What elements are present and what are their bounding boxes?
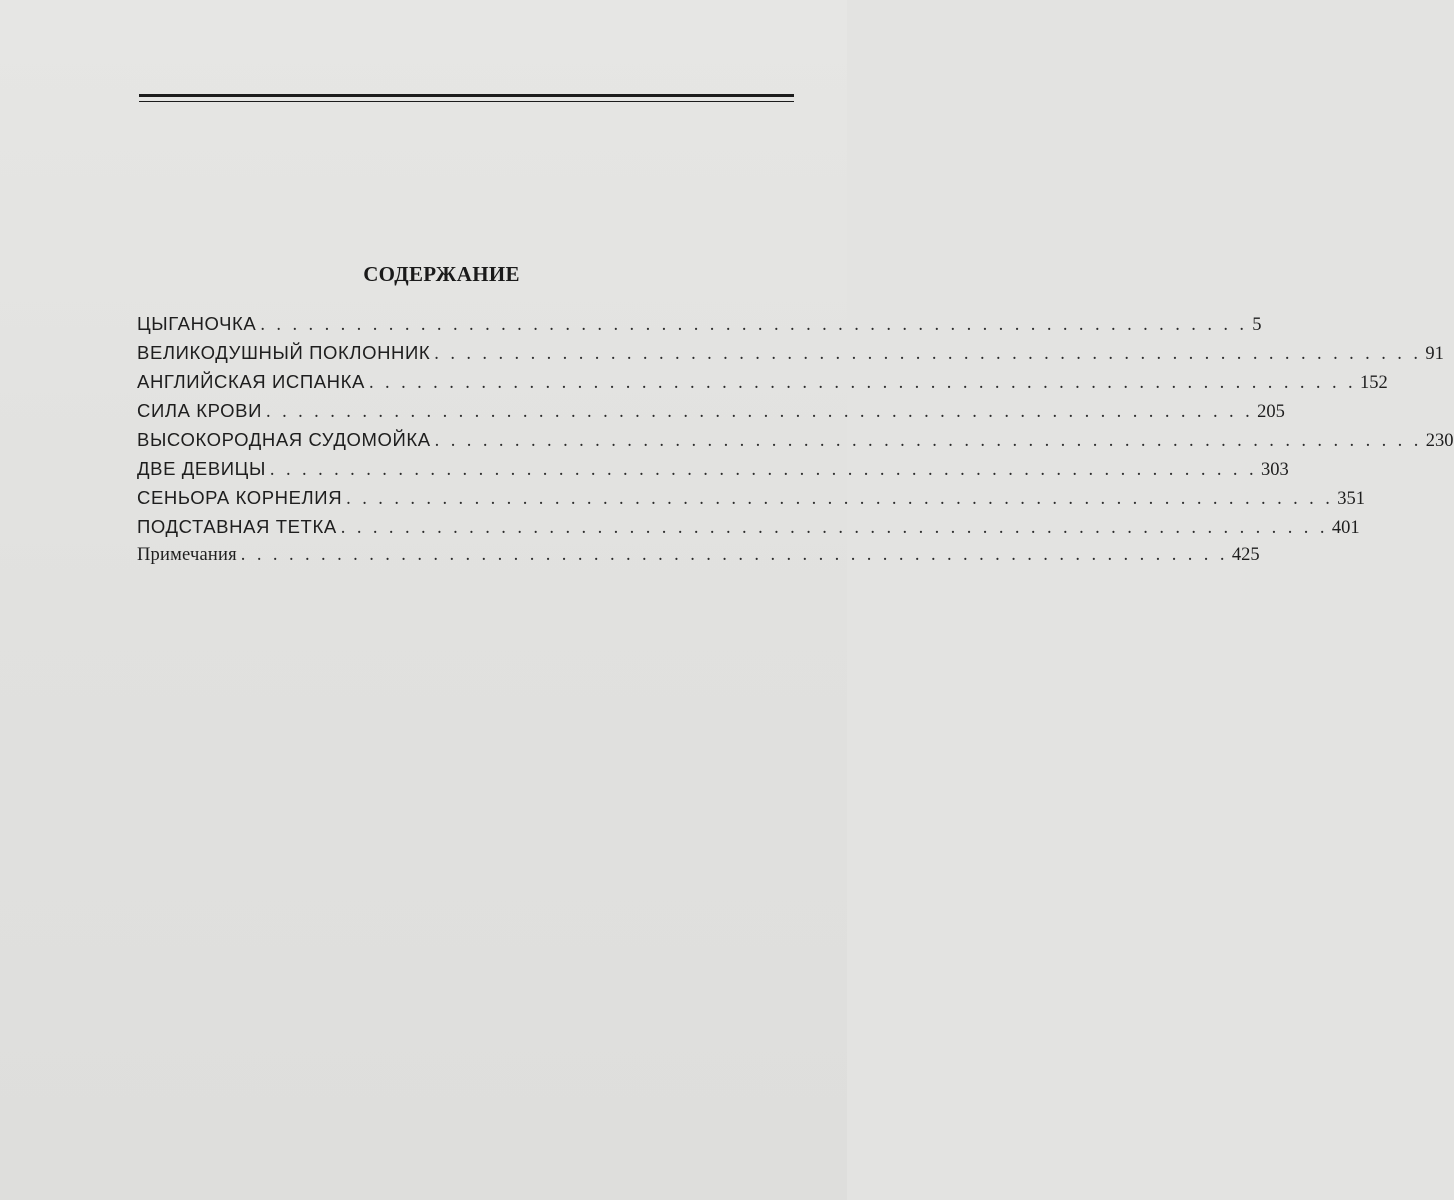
toc-entry — [137, 516, 1360, 545]
toc-entry-title: ДВЕ ДЕВИЦЫ — [137, 458, 266, 479]
toc-entry — [137, 400, 1285, 429]
toc-page-number: 205 — [1257, 402, 1285, 422]
toc-entry — [137, 371, 1388, 400]
toc-entry-title: ВЫСОКОРОДНАЯ СУДОМОЙКА — [137, 429, 431, 450]
dot-leader: . . . . . . . . . . . . . . . . . . . . . . . . . . . . . . . . . . . . . . . . . . . . . . . . . . . . . . . . . . . . . . — [340, 518, 1328, 538]
dot-leader: . . . . . . . . . . . . . . . . . . . . . . . . . . . . . . . . . . . . . . . . . . . . . . . . . . . . . . . . . . . . . . — [434, 431, 1422, 451]
dot-leader: . . . . . . . . . . . . . . . . . . . . . . . . . . . . . . . . . . . . . . . . . . . . . . . . . . . . . . . . . . . . . . — [260, 315, 1248, 335]
toc-heading: СОДЕРЖАНИЕ — [363, 262, 520, 286]
toc-entry-title: СИЛА КРОВИ — [137, 400, 263, 421]
dot-leader: . . . . . . . . . . . . . . . . . . . . . . . . . . . . . . . . . . . . . . . . . . . . . . . . . . . . . . . . . . . . . . — [269, 460, 1257, 480]
toc-page-number: 230 — [1425, 431, 1454, 451]
toc-entry — [137, 545, 1260, 574]
toc-page-number: 401 — [1331, 518, 1360, 538]
toc-page-number: 351 — [1337, 489, 1365, 509]
toc-page-number: 91 — [1425, 344, 1444, 364]
toc-page-number: 5 — [1252, 315, 1262, 335]
toc-entry-title: ЦЫГАНОЧКА — [137, 313, 257, 334]
dot-leader: . . . . . . . . . . . . . . . . . . . . . . . . . . . . . . . . . . . . . . . . . . . . . . . . . . . . . . . . . . . . . . — [240, 545, 1228, 565]
header-rule-thin — [139, 101, 794, 102]
toc-entry — [137, 429, 1454, 458]
toc-page-number: 425 — [1231, 545, 1260, 565]
toc-page-number: 152 — [1360, 373, 1388, 393]
toc-entry-title: Примечания — [137, 545, 237, 565]
toc-entry-title: СЕНЬОРА КОРНЕЛИЯ — [137, 487, 343, 508]
toc-entry — [137, 313, 1262, 342]
dot-leader: . . . . . . . . . . . . . . . . . . . . . . . . . . . . . . . . . . . . . . . . . . . . . . . . . . . . . . . . . . . . . . — [368, 373, 1357, 393]
dot-leader: . . . . . . . . . . . . . . . . . . . . . . . . . . . . . . . . . . . . . . . . . . . . . . . . . . . . . . . . . . . . . . — [346, 489, 1334, 509]
toc-entry — [137, 342, 1444, 371]
header-rule-thick — [139, 94, 794, 97]
dot-leader: . . . . . . . . . . . . . . . . . . . . . . . . . . . . . . . . . . . . . . . . . . . . . . . . . . . . . . . . . . . . . . — [434, 344, 1422, 364]
toc-entry-title: ВЕЛИКОДУШНЫЙ ПОКЛОННИК — [137, 342, 431, 363]
toc-entry-title: АНГЛИЙСКАЯ ИСПАНКА — [137, 371, 365, 392]
toc-entry — [137, 458, 1289, 487]
toc-page-number: 303 — [1261, 460, 1289, 480]
dot-leader: . . . . . . . . . . . . . . . . . . . . . . . . . . . . . . . . . . . . . . . . . . . . . . . . . . . . . . . . . . . . . . — [266, 402, 1254, 422]
toc-entry — [137, 487, 1365, 516]
toc-entry-title: ПОДСТАВНАЯ ТЕТКА — [137, 516, 337, 537]
table-of-contents — [137, 313, 1454, 574]
